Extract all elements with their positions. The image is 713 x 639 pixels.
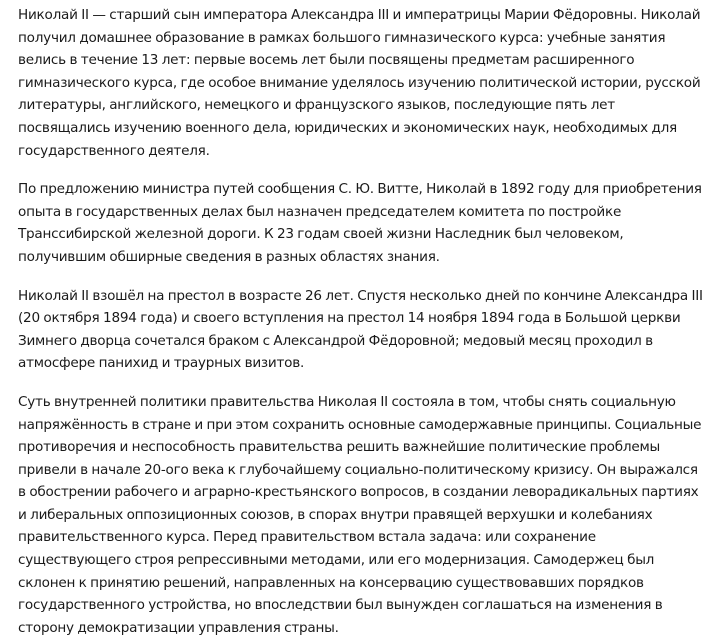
document-body [18, 0, 704, 639]
paragraph-1: Николай II — старший сын императора Александра III и императрицы Марии Фёдоровны. Николай получил домашнее образование в рамках большого гимназического курса: учебные занятия велись в течение 13 лет: первые восемь лет были посвящены предметам расширенного гимназического курса, где особое внимание уделялось изучению политической истории, русской литературы, английского, немецкого и французского языков, последующие пять лет посвящались изучению военного дела, юридических и экономических наук, необходимых для государственного деятеля. [18, 7, 701, 159]
paragraph-2: По предложению министра путей сообщения С. Ю. Витте, Николай в 1892 году для приобретения опыта в государственных делах был назначен председателем комитета по постройке Транссибирской железной дороги. К 23 годам своей жизни Наследник был человеком, получившим обширные сведения в разных областях знания. [18, 181, 702, 265]
paragraph-4: Суть внутренней политики правительства Николая II состояла в том, чтобы снять социальную напряжённость в стране и при этом сохранить основные самодержавные принципы. Социальные противоречия и неспособность правительства решить важнейшие политические проблемы привели в начале 20-ого века к глубочайшему социально-политическому кризису. Он выражался в обострении рабочего и аграрно-крестьянского вопросов, в создании леворадикальных партиях и либеральных оппозиционных союзов, в спорах внутри правящей верхушки и колебаниях правительственного курса. Перед правительством встала задача: или сохранение существующего строя репрессивными методами, или его модернизация. Самодержец был склонен к принятию решений, направленных на консервацию существовавших порядков государственного устройства, но впоследствии был вынужден соглашаться на изменения в сторону демократизации управления страны. [18, 393, 702, 636]
paragraph-3: Николай II взошёл на престол в возрасте 26 лет. Спустя несколько дней по кончине Александра III (20 октября 1894 года) и своего вступления на престол 14 ноября 1894 года в Большой церкви Зимнего дворца сочетался браком с Александрой Фёдоровной; медовый месяц проходил в атмосфере панихид и траурных визитов. [18, 287, 703, 372]
